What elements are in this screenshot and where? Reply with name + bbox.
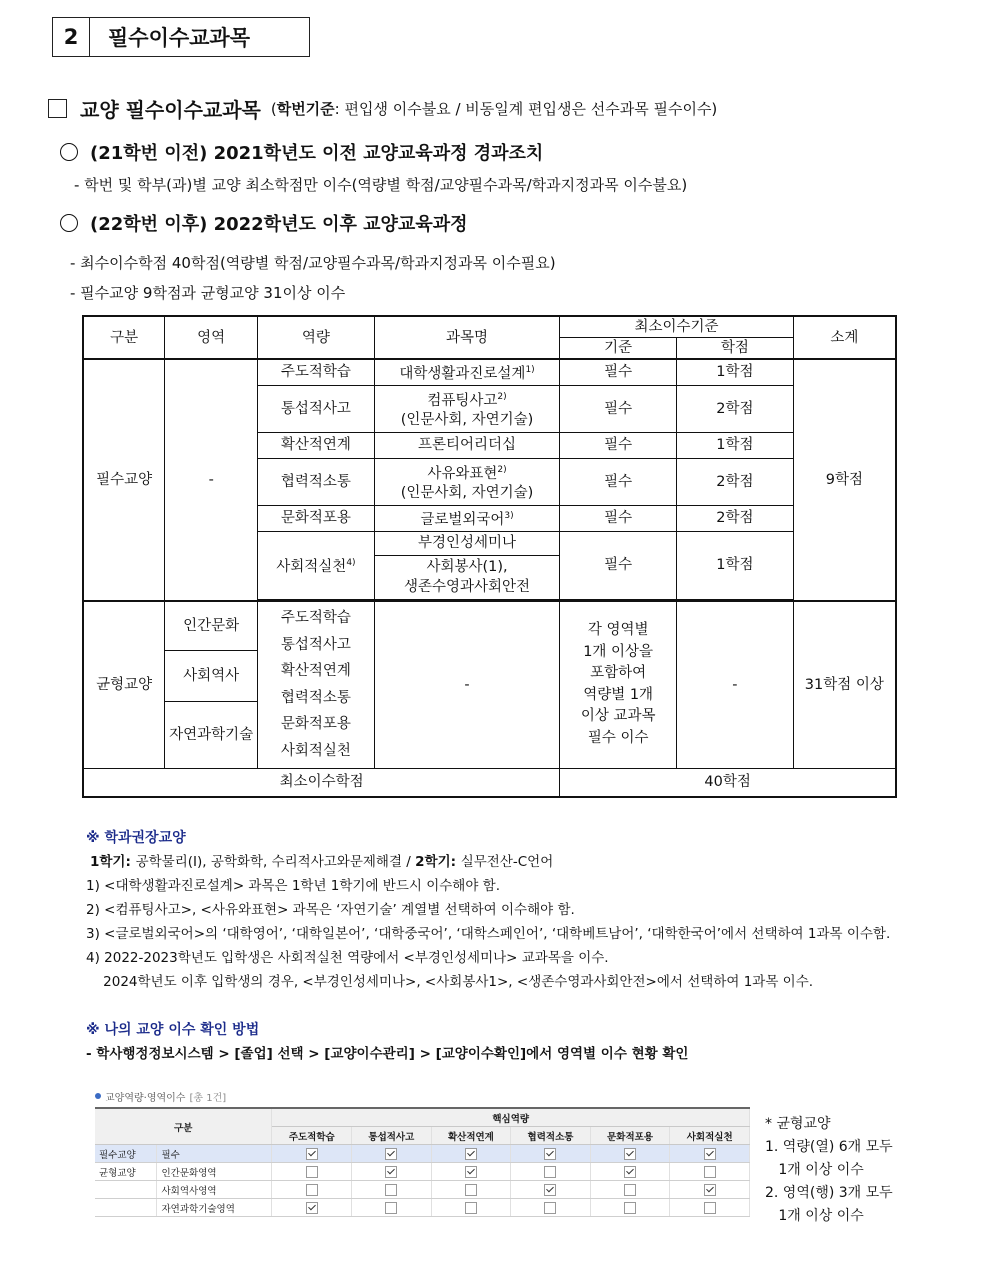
mini-col: 협력적소통 — [511, 1127, 591, 1145]
mini-col: 사회적실천 — [670, 1127, 750, 1145]
table-row — [83, 601, 896, 651]
checked-checkbox-icon — [624, 1148, 636, 1160]
row-area: 사회역사영역 — [157, 1181, 272, 1199]
bullet-22-2: - 필수교양 9학점과 균형교양 31이상 이수 — [70, 284, 346, 302]
checked-checkbox-icon — [544, 1184, 556, 1196]
col-subtotal: 소계 — [793, 316, 896, 359]
course-cell: 대학생활과진로설계$^{1)}$ — [374, 359, 560, 385]
course-cell: 컴퓨팅사고$^{2)}$ (인문사회, 자연기술) — [374, 385, 560, 432]
bal-area-2: 사회역사 — [165, 651, 258, 702]
row-group — [95, 1199, 157, 1217]
col-competency: 역량 — [258, 316, 375, 359]
credit-cell: 2학점 — [677, 458, 794, 505]
col-min-criteria: 최소이수기준 — [560, 316, 793, 338]
comp-cell: 확산적연계 — [258, 432, 375, 458]
unchecked-checkbox-icon — [704, 1202, 716, 1214]
heading-22-title: (22학번 이후) 2022학년도 이후 교양교육과정 — [90, 214, 468, 235]
col-course: 과목명 — [374, 316, 560, 359]
comp-cell: 사회적실천$^{4)}$ — [258, 531, 375, 599]
notes — [86, 826, 966, 1066]
checked-checkbox-icon — [306, 1202, 318, 1214]
bal-credit: - — [677, 601, 794, 769]
unchecked-checkbox-icon — [704, 1166, 716, 1178]
course-cell: 사회봉사(1), 생존수영과사회안전 — [374, 555, 560, 599]
unchecked-checkbox-icon — [385, 1184, 397, 1196]
std-cell: 필수 — [560, 505, 677, 531]
section-title: 필수이수교과목 — [108, 26, 251, 50]
comp-cell: 통섭적사고 — [258, 385, 375, 432]
std-cell: 필수 — [560, 458, 677, 505]
bal-standard: 각 영역별 1개 이상을 포함하여 역량별 1개 이상 교과목 필수 이수 — [560, 601, 677, 769]
col-standard: 기준 — [560, 338, 677, 360]
comp-cell: 주도적학습 — [258, 359, 375, 385]
notes-title: ※ 학과권장교양 — [86, 830, 186, 846]
checked-checkbox-icon — [624, 1166, 636, 1178]
screenshot-panel — [95, 1089, 750, 1217]
note-item: 2) <컴퓨팅사고>, <사유와표현> 과목은 ‘자연기술’ 계열별 선택하여 이수해야 함. — [86, 902, 575, 918]
check-path: - 학사행정정보시스템 > [졸업] 선택 > [교양이수관리] > [교양이수확인]에서 영역별 이수 현황 확인 — [86, 1046, 689, 1062]
checked-checkbox-icon — [385, 1148, 397, 1160]
req-label: 필수교양 — [83, 359, 165, 601]
checked-checkbox-icon — [385, 1166, 397, 1178]
recommended-courses: 1학기: 공학물리(Ⅰ), 공학화학, 수리적사고와문제해결 / 2학기: 실무전산-C언어 — [90, 854, 554, 870]
side-line: 2. 영역(행) 3개 모두 — [765, 1185, 893, 1201]
bullet-22-1: - 최수이수학점 40학점(역량별 학점/교양필수과목/학과지정과목 이수필요) — [70, 254, 556, 272]
course-cell: 부경인성세미나 — [374, 531, 560, 555]
heading-21-title: (21학번 이전) 2021학년도 이전 교양교육과정 경과조치 — [90, 143, 544, 164]
table-row — [95, 1181, 750, 1199]
table-row — [83, 769, 896, 797]
table-row — [83, 359, 896, 385]
heading-subtitle: (학번기준: 편입생 이수불요 / 비동일계 편입생은 선수과목 필수이수) — [270, 100, 718, 118]
section-number: 2 — [53, 18, 90, 56]
unchecked-checkbox-icon — [465, 1202, 477, 1214]
table-row — [95, 1199, 750, 1217]
note-item: 1) <대학생활과진로설계> 과목은 1학년 1학기에 반드시 이수해야 함. — [86, 878, 501, 894]
course-cell: 프론티어리더십 — [374, 432, 560, 458]
mini-col-core: 핵심역량 — [272, 1108, 750, 1127]
heading-title: 교양 필수이수교과목 — [80, 98, 261, 122]
note-item: 2024학년도 이후 입학생의 경우, <부경인성세미나>, <사회봉사1>, <생존수영과사회안전>에서 선택하여 1과목 이수. — [86, 974, 814, 990]
curriculum-table — [82, 315, 897, 798]
row-group: 필수교양 — [95, 1145, 157, 1163]
table-row — [95, 1145, 750, 1163]
bal-area-3: 자연과학기술 — [165, 702, 258, 769]
bullet-dot-icon — [95, 1093, 101, 1099]
course-cell: 글로벌외국어$^{3)}$ — [374, 505, 560, 531]
std-cell: 필수 — [560, 359, 677, 385]
credit-cell: 1학점 — [677, 432, 794, 458]
std-cell: 필수 — [560, 432, 677, 458]
unchecked-checkbox-icon — [465, 1184, 477, 1196]
competency-table — [95, 1107, 750, 1217]
std-cell: 필수 — [560, 385, 677, 432]
bal-subtotal: 31학점 이상 — [793, 601, 896, 769]
checkbox-square-icon — [48, 99, 67, 118]
credit-cell: 2학점 — [677, 385, 794, 432]
course-cell: 사유와표현$^{2)}$ (인문사회, 자연기술) — [374, 458, 560, 505]
checked-checkbox-icon — [704, 1184, 716, 1196]
section-header — [52, 17, 310, 57]
mini-col: 주도적학습 — [272, 1127, 352, 1145]
min-value: 40학점 — [560, 769, 896, 797]
note-item: 4) 2022-2023학년도 입학생은 사회적실천 역량에서 <부경인성세미나> 교과목을 이수. — [86, 950, 609, 966]
row-area: 인간문화영역 — [157, 1163, 272, 1181]
unchecked-checkbox-icon — [544, 1202, 556, 1214]
table-row — [95, 1163, 750, 1181]
bullet-21: - 학번 및 학부(과)별 교양 최소학점만 이수(역량별 학점/교양필수과목/학과지정과목 이수불요) — [74, 176, 688, 194]
side-line: 1개 이상 이수 — [765, 1162, 864, 1178]
mini-col: 문화적포용 — [590, 1127, 670, 1145]
credit-cell: 2학점 — [677, 505, 794, 531]
col-credit: 학점 — [677, 338, 794, 360]
panel-caption: 교양역량·영역이수 [총 1건] — [95, 1089, 750, 1103]
req-area: - — [165, 359, 258, 601]
bal-label: 균형교양 — [83, 601, 165, 769]
checked-checkbox-icon — [465, 1148, 477, 1160]
side-line: 1. 역량(열) 6개 모두 — [765, 1139, 893, 1155]
col-gubun: 구분 — [83, 316, 165, 359]
credit-cell: 1학점 — [677, 531, 794, 599]
col-area: 영역 — [165, 316, 258, 359]
side-title: * 균형교양 — [765, 1116, 831, 1132]
unchecked-checkbox-icon — [306, 1166, 318, 1178]
unchecked-checkbox-icon — [544, 1166, 556, 1178]
min-label: 최소이수학점 — [83, 769, 560, 797]
req-subtotal: 9학점 — [793, 359, 896, 601]
check-title: ※ 나의 교양 이수 확인 방법 — [86, 1022, 260, 1038]
circle-bullet-icon — [60, 214, 78, 232]
side-note — [765, 1113, 893, 1228]
unchecked-checkbox-icon — [385, 1202, 397, 1214]
row-group: 균형교양 — [95, 1163, 157, 1181]
heading-required-courses — [48, 94, 717, 123]
heading-21 — [60, 139, 543, 165]
circle-bullet-icon — [60, 143, 78, 161]
bal-competencies: 주도적학습 통섭적사고 확산적연계 협력적소통 문화적포용 사회적실천 — [258, 601, 375, 769]
note-item: 3) <글로벌외국어>의 ‘대학영어’, ‘대학일본어’, ‘대학중국어’, ‘대학스페인어’, ‘대학베트남어’, ‘대학한국어’에서 선택하여 1과목 이수함. — [86, 926, 891, 942]
checked-checkbox-icon — [465, 1166, 477, 1178]
comp-cell: 협력적소통 — [258, 458, 375, 505]
std-cell: 필수 — [560, 531, 677, 599]
unchecked-checkbox-icon — [306, 1184, 318, 1196]
mini-col: 확산적연계 — [431, 1127, 511, 1145]
mini-col-gubun: 구분 — [95, 1108, 272, 1145]
bal-area-1: 인간문화 — [165, 601, 258, 651]
row-area: 필수 — [157, 1145, 272, 1163]
row-area: 자연과학기술영역 — [157, 1199, 272, 1217]
row-group — [95, 1181, 157, 1199]
checked-checkbox-icon — [306, 1148, 318, 1160]
unchecked-checkbox-icon — [624, 1202, 636, 1214]
side-line: 1개 이상 이수 — [765, 1208, 864, 1224]
mini-col: 통섭적사고 — [352, 1127, 432, 1145]
credit-cell: 1학점 — [677, 359, 794, 385]
checked-checkbox-icon — [704, 1148, 716, 1160]
comp-cell: 문화적포용 — [258, 505, 375, 531]
checked-checkbox-icon — [544, 1148, 556, 1160]
heading-22 — [60, 210, 468, 236]
unchecked-checkbox-icon — [624, 1184, 636, 1196]
bal-course: - — [374, 601, 560, 769]
